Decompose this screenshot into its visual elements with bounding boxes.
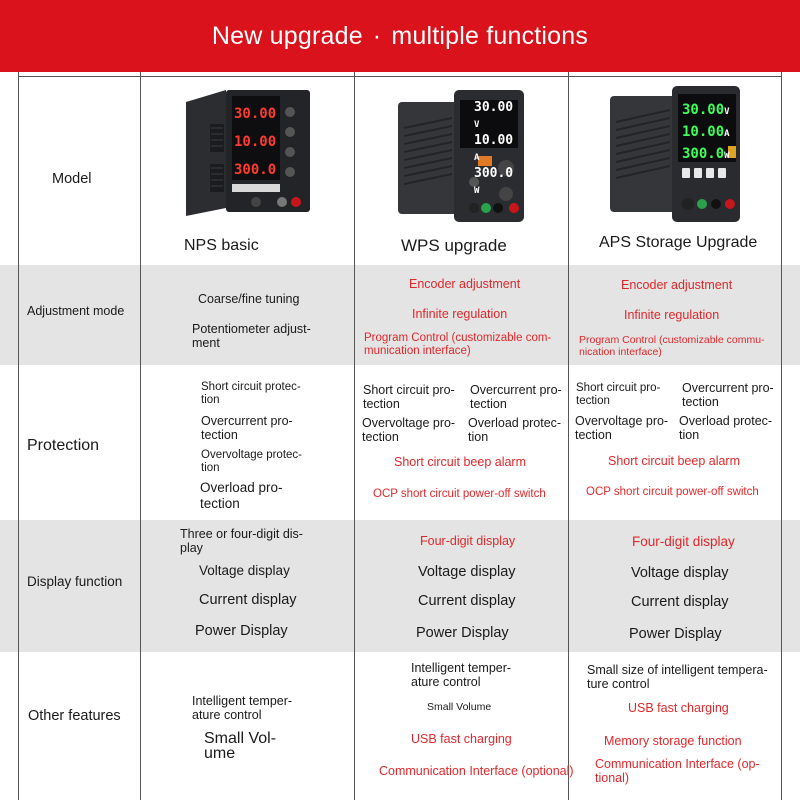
wps-voltage-readout: 30.00 [474,100,514,115]
wps-adjustment-program: Program Control (customizable com- munication interface) [364,332,552,358]
wps-current-readout: 10.00 [474,133,514,148]
nps-voltage-readout: 30.00 [234,106,277,122]
aps-power-readout: 300.0 [682,146,725,162]
banner-title-left: New upgrade [211,21,363,50]
aps-other-memory: Memory storage function [604,734,742,748]
table-border-right [781,72,782,800]
wps-protection-beep: Short circuit beep alarm [394,455,527,469]
row-label-adjustment: Adjustment mode [27,304,125,318]
header-banner [0,0,800,72]
column-divider-1 [140,72,141,800]
wps-device-image [398,88,526,229]
nps-adjustment-potentiometer: Potentiometer adjust- ment [192,322,311,351]
wps-protection-overload: Overload protec- tion [468,416,562,445]
aps-unit-v: V [724,107,730,117]
wps-protection-ocp: OCP short circuit power-off switch [373,488,546,500]
banner-separator: · [372,21,382,50]
aps-adjustment-program: Program Control (customizable commu- nication interface) [579,334,765,359]
wps-display-digits: Four-digit display [420,534,516,548]
aps-protection-overvoltage: Overvoltage pro- tection [575,414,669,443]
row-label-model: Model [52,171,92,187]
model-name-nps: NPS basic [184,237,259,254]
aps-adjustment-encoder: Encoder adjustment [621,278,733,292]
wps-display-current: Current display [418,593,516,609]
wps-protection-short: Short circuit pro- tection [363,383,455,412]
aps-display-power: Power Display [629,626,722,642]
nps-protection-overcurrent: Overcurrent pro- tection [201,414,293,443]
banner-title-right: multiple functions [391,21,589,50]
wps-adjustment-encoder: Encoder adjustment [409,277,521,291]
model-name-aps: APS Storage Upgrade [599,234,758,251]
aps-other-temperature: Small size of intelligent tempera- ture control [587,663,768,692]
nps-device-image [186,90,312,225]
aps-unit-a: A [724,129,730,139]
column-divider-3 [568,72,569,800]
aps-other-communication: Communication Interface (op- tional) [595,757,760,786]
aps-protection-overload: Overload protec- tion [679,414,773,443]
nps-protection-overvoltage: Overvoltage protec- tion [201,449,302,475]
aps-current-readout: 10.00 [682,124,725,140]
nps-other-small-volume: Small Vol- ume [204,730,277,763]
nps-display-digits: Three or four-digit dis- play [180,527,303,556]
nps-protection-short: Short circuit protec- tion [201,381,301,407]
row-label-other: Other features [28,708,121,724]
wps-unit-v: V [474,120,480,130]
aps-display-digits: Four-digit display [632,534,735,549]
wps-protection-overcurrent: Overcurrent pro- tection [470,383,562,412]
aps-display-current: Current display [631,594,729,610]
wps-protection-overvoltage: Overvoltage pro- tection [362,416,456,445]
wps-other-temperature: Intelligent temper- ature control [411,661,512,690]
aps-protection-ocp: OCP short circuit power-off switch [586,486,759,498]
aps-device-image [610,86,742,229]
aps-unit-w: W [724,151,730,161]
wps-other-communication: Communication Interface (optional) [379,764,574,778]
nps-display-voltage: Voltage display [199,563,290,578]
wps-other-small-volume: Small Volume [427,701,492,713]
nps-current-readout: 10.00 [234,134,277,150]
wps-display-voltage: Voltage display [418,564,516,580]
aps-protection-beep: Short circuit beep alarm [608,454,741,468]
aps-adjustment-infinite: Infinite regulation [624,308,720,322]
nps-display-power: Power Display [195,623,288,639]
aps-other-usb: USB fast charging [628,701,729,715]
aps-display-voltage: Voltage display [631,565,729,581]
wps-display-power: Power Display [416,625,509,641]
nps-adjustment-coarse: Coarse/fine tuning [198,292,300,306]
nps-protection-overload: Overload pro- tection [200,480,283,511]
wps-power-readout: 300.0 [474,166,514,181]
nps-power-readout: 300.0 [234,162,277,178]
wps-other-usb: USB fast charging [411,732,512,746]
nps-other-temperature: Intelligent temper- ature control [192,694,293,723]
aps-voltage-readout: 30.00 [682,102,725,118]
wps-adjustment-infinite: Infinite regulation [412,307,508,321]
row-label-protection: Protection [27,437,100,454]
aps-protection-overcurrent: Overcurrent pro- tection [682,381,774,410]
nps-display-current: Current display [199,592,297,608]
model-name-wps: WPS upgrade [401,236,507,255]
table-border-left [18,72,19,800]
column-divider-2 [354,72,355,800]
comparison-table [0,72,800,800]
wps-unit-a: A [474,153,480,163]
table-border-top [18,76,782,77]
wps-unit-w: W [474,186,480,196]
row-label-display: Display function [27,574,123,589]
aps-protection-short: Short circuit pro- tection [576,382,661,408]
